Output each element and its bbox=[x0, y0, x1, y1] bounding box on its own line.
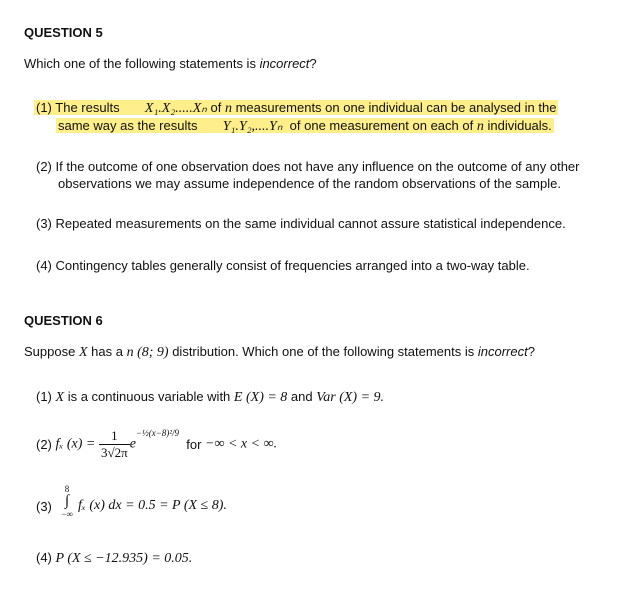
option-text: The results bbox=[55, 100, 120, 115]
math-probability: P (X ≤ −12.935) = 0.05. bbox=[55, 551, 193, 566]
math-integral bbox=[60, 484, 74, 519]
q5-option-4 bbox=[36, 258, 530, 273]
option-number: (3) bbox=[36, 216, 52, 231]
option-text: of bbox=[210, 100, 222, 115]
q5-option-2-line-1 bbox=[36, 159, 579, 174]
integral-sign: ∫ bbox=[64, 493, 70, 509]
option-number: (2) bbox=[36, 159, 52, 174]
prompt-emphasis: incorrect bbox=[477, 344, 528, 359]
integral-upper-limit: 8 bbox=[64, 484, 70, 494]
prompt-text: Which one of the following statements is bbox=[24, 56, 260, 71]
prompt-text: Suppose bbox=[24, 344, 76, 359]
option-text: same way as the results bbox=[58, 118, 198, 133]
question-6-heading: QUESTION 6 bbox=[24, 313, 103, 328]
math-e: e bbox=[129, 436, 136, 452]
option-text: Contingency tables generally consist of frequencies arranged into a two-way table. bbox=[55, 258, 530, 273]
question-5-prompt bbox=[24, 56, 317, 71]
option-text: is a continuous variable with bbox=[67, 389, 231, 404]
option-text: individuals. bbox=[487, 118, 552, 133]
q5-option-1-line-2 bbox=[56, 118, 554, 135]
q5-option-1-line-1 bbox=[34, 100, 558, 117]
option-text: and bbox=[290, 389, 313, 404]
math-variance: Var (X) = 9. bbox=[316, 390, 385, 405]
option-number: (1) bbox=[36, 100, 52, 115]
math-x: X bbox=[78, 345, 88, 360]
math-range: −∞ < x < ∞. bbox=[205, 436, 278, 452]
prompt-text: has a bbox=[91, 344, 123, 359]
option-text: If the outcome of one observation does not have any influence on the outcome of any other bbox=[55, 159, 580, 174]
math-n: n bbox=[476, 119, 484, 134]
integral-lower-limit: −∞ bbox=[61, 509, 73, 519]
option-text: Repeated measurements on the same individual cannot assure statistical independence. bbox=[55, 216, 566, 231]
prompt-text: distribution. Which one of the following statements is bbox=[172, 344, 475, 359]
math-x-sequence: X₁.X₂.....Xₙ bbox=[144, 101, 207, 116]
prompt-end: ? bbox=[309, 56, 317, 71]
option-number: (4) bbox=[36, 550, 52, 565]
fraction-denominator: 3√2π bbox=[101, 445, 128, 461]
q6-option-1 bbox=[36, 389, 384, 406]
option-text: of one measurement on each of bbox=[289, 118, 474, 133]
option-text: for bbox=[186, 437, 202, 453]
q5-option-3 bbox=[36, 216, 566, 231]
math-n: n bbox=[224, 101, 232, 116]
option-number: (3) bbox=[36, 499, 52, 514]
q6-option-4 bbox=[36, 550, 192, 567]
q6-option-2 bbox=[36, 428, 277, 461]
option-text: measurements on one individual can be analysed in the bbox=[235, 100, 557, 115]
prompt-end: ? bbox=[527, 344, 535, 359]
prompt-emphasis: incorrect bbox=[259, 56, 310, 71]
option-number: (2) bbox=[36, 437, 52, 453]
math-integral-expression: fₓ (x) dx = 0.5 = P (X ≤ 8). bbox=[78, 498, 227, 513]
question-6-prompt bbox=[24, 344, 535, 361]
q5-option-2-line-2: observations we may assume independence of the random observations of the sample. bbox=[58, 176, 561, 191]
math-exponent: −½(x−8)²/9 bbox=[135, 428, 180, 438]
q6-option-3 bbox=[36, 499, 52, 514]
math-fraction bbox=[99, 428, 130, 461]
math-y-sequence: Y₁.Y₂,....Yₙ bbox=[222, 119, 283, 134]
option-number: (4) bbox=[36, 258, 52, 273]
question-5-heading: QUESTION 5 bbox=[24, 25, 103, 40]
math-expectation: E (X) = 8 bbox=[233, 390, 288, 405]
math-x: X bbox=[55, 390, 65, 405]
math-density-lhs: fₓ (x) = bbox=[55, 436, 96, 452]
math-distribution: n (8; 9) bbox=[126, 345, 169, 360]
option-number: (1) bbox=[36, 389, 52, 404]
fraction-numerator: 1 bbox=[99, 428, 130, 445]
